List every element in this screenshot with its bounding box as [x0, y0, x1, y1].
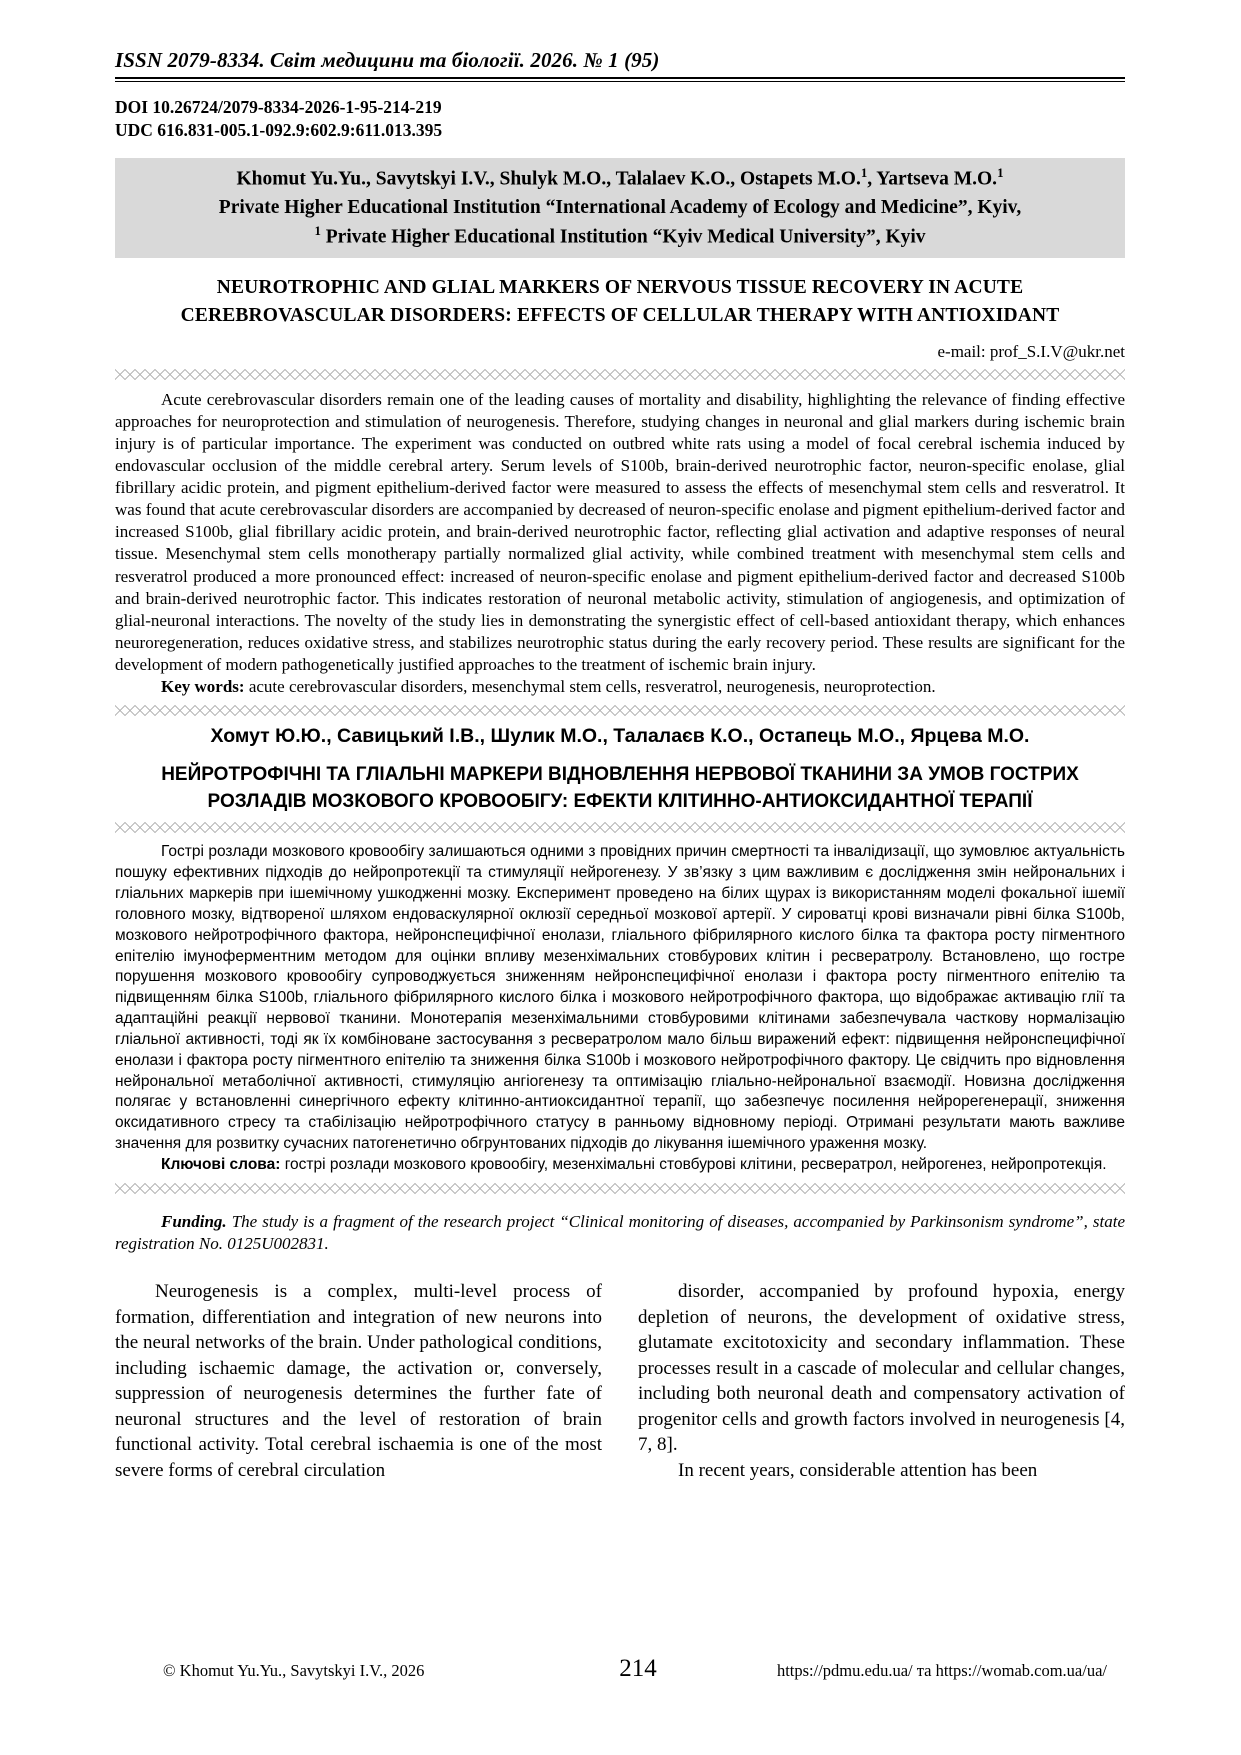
keywords-ua	[115, 1155, 1125, 1176]
funding-note	[115, 1211, 1125, 1255]
footer-links[interactable]: https://pdmu.edu.ua/ та https://womab.com.ua/ua/	[776, 1661, 1107, 1680]
abstract-ua	[115, 842, 1125, 1176]
author-names-ua: Хомут Ю.Ю., Савицький І.В., Шулик М.О., Талалаєв К.О., Остапець М.О., Ярцева М.О.	[210, 725, 1030, 748]
body-paragraph-right-2: In recent years, considerable attention has been	[678, 1459, 1038, 1481]
keywords-ua-list: гострі розлади мозкового кровообігу, мезенхімальні стовбурові клітини, ресвератрол, нейрогенез, нейропротекція.	[280, 1155, 1107, 1173]
keywords-en	[115, 676, 1125, 698]
page-footer	[115, 1655, 1125, 1683]
running-head: ISSN 2079-8334. Світ медицини та біології. 2026. № 1 (95)	[115, 48, 660, 72]
zigzag-separator-top	[115, 369, 1125, 380]
article-title-en: NEUROTROPHIC AND GLIAL MARKERS OF NERVOUS TISSUE RECOVERY IN ACUTE CEREBROVASCULAR DISORDERS: EFFECTS OF CELLULAR THERAPY WITH ANTIOXIDANT	[180, 277, 1060, 327]
author-affiliation-marker-2: 1	[997, 166, 1004, 181]
body-column-right	[638, 1279, 1125, 1483]
author-names-tail: , Yartseva M.O.	[867, 168, 998, 190]
keywords-en-list: acute cerebrovascular disorders, mesenchymal stem cells, resveratrol, neurogenesis, neuroprotection.	[244, 677, 936, 697]
zigzag-separator-middle	[115, 705, 1125, 716]
funding-paragraph	[115, 1211, 1125, 1255]
body-two-columns	[115, 1279, 1125, 1483]
article-page	[115, 48, 1125, 1483]
funding-label: Funding.	[161, 1211, 227, 1231]
author-names: Khomut Yu.Yu., Savytskyi I.V., Shulyk M.O., Talalaev K.O., Ostapets M.O.	[236, 168, 861, 190]
author-affiliation-band	[115, 158, 1125, 258]
corresponding-email: e-mail: prof_S.I.V@ukr.net	[937, 341, 1125, 361]
footer-page-number: 214	[619, 1655, 657, 1682]
identifiers-block	[115, 96, 1125, 142]
body-paragraph-right-1: disorder, accompanied by profound hypoxia, energy depletion of neurons, the development of oxidative stress, glutamate excitotoxicity and secondary inflammation. These processes result in a cascade of molecular and cellular changes, including both neuronal death and compensatory activation of progenitor cells and growth factors involved in neurogenesis [4, 7, 8].	[638, 1280, 1125, 1456]
article-title-ua: НЕЙРОТРОФІЧНІ ТА ГЛІАЛЬНІ МАРКЕРИ ВІДНОВЛЕННЯ НЕРВОВОЇ ТКАНИНИ ЗА УМОВ ГОСТРИХ РОЗЛАДІВ МОЗКОВОГО КРОВООБІГУ: ЕФЕКТИ КЛІТИННО-АНТИОКСИДАНТНОЇ ТЕРАПІЇ	[161, 764, 1079, 812]
funding-text: The study is a fragment of the research project “Clinical monitoring of diseases, accompanied by Parkinsonism syndrome”, state registration No. 0125U002831.	[115, 1211, 1125, 1253]
keywords-en-label: Key words:	[161, 677, 245, 697]
zigzag-separator-bottom	[115, 1183, 1125, 1194]
body-column-left	[115, 1279, 602, 1483]
affiliation-secondary	[123, 222, 1117, 252]
affiliation-primary: Private Higher Educational Institution “International Academy of Ecology and Medicine”, Kyiv,	[218, 196, 1022, 218]
udc-line: UDC 616.831-005.1-092.9:602.9:611.013.395	[115, 120, 443, 141]
footer-copyright: © Khomut Yu.Yu., Savytskyi I.V., 2026	[163, 1661, 425, 1680]
abstract-en-text: Acute cerebrovascular disorders remain one of the leading causes of mortality and disability, highlighting the relevance of finding effective approaches for neuroprotection and stimulation of neurogenesis. Therefore, studying changes in neuronal and glial markers during ischemic brain injury is of particular importance. The experiment was conducted on outbred white rats using a model of focal cerebral ischemia induced by endovascular occlusion of the middle cerebral artery. Serum levels of S100b, brain-derived neurotrophic factor, neuron-specific enolase, glial fibrillary acidic protein, and pigment epithelium-derived factor were measured to assess the effects of mesenchymal stem cells and resveratrol. It was found that acute cerebrovascular disorders are accompanied by decreased of neuron-specific enolase and pigment epithelium-derived factor and increased S100b, glial fibrillary acidic protein, and brain-derived neurotrophic factor, reflecting glial activation and adaptive responses of neural tissue. Mesenchymal stem cells monotherapy partially normalized glial activity, while combined treatment with mesenchymal stem cells and resveratrol produced a more pronounced effect: increased of neuron-specific enolase and pigment epithelium-derived factor and decreased S100b and brain-derived neurotrophic factor. This indicates restoration of neuronal metabolic activity, stimulation of angiogenesis, and optimization of glial-neuronal interactions. The novelty of the study lies in demonstrating the synergistic effect of cell-based antioxidant therapy, which enhances neuroregeneration, reduces oxidative stress, and stabilizes neurotrophic status during the early recovery period. These results are significant for the development of modern pathogenetically justified approaches to the treatment of ischemic brain injury.	[115, 389, 1125, 674]
affiliation-marker: 1	[314, 223, 321, 238]
body-paragraph-left: Neurogenesis is a complex, multi-level process of formation, differentiation and integration of new neurons into the neural networks of the brain. Under pathological conditions, including ischaemic damage, the activation or, conversely, suppression of neurogenesis determines the further fate of neuronal structures and the level of restoration of brain functional activity. Total cerebral ischaemia is one of the most severe forms of cerebral circulation	[115, 1280, 602, 1481]
doi-line: DOI 10.26724/2079-8334-2026-1-95-214-219	[115, 97, 442, 117]
abstract-en	[115, 389, 1125, 698]
keywords-ua-label: Ключові слова:	[161, 1155, 281, 1173]
affiliation-secondary-text: Private Higher Educational Institution “Kyiv Medical University”, Kyiv	[320, 226, 926, 248]
header-rule	[115, 77, 1125, 82]
zigzag-separator-ua-top	[115, 822, 1125, 833]
abstract-ua-text: Гострі розлади мозкового кровообігу залишаються одними з провідних причин смертності та інвалідизації, що зумовлює актуальність пошуку ефективних підходів до нейропротекції та стимуляції нейрогенезу. У зв’язку з цим важливим є дослідження змін нейрональних і гліальних маркерів при ішемічному ушкодженні мозку. Експеримент проведено на білих щурах із використанням моделі фокальної ішемії головного мозку, відтвореної шляхом ендоваскулярної оклюзії середньої мозкової артерії. У сироватці крові визначали рівні білка S100b, мозкового нейротрофічного фактора, нейронспецифічної енолази, гліального фібрилярного кислого білка та фактора росту пігментного епітелію імуноферментним методом для оцінки впливу мезенхімальних стовбурових клітин і ресвератролу. Встановлено, що гостре порушення мозкового кровообігу супроводжується зниженням нейронспецифічної енолази і фактора росту пігментного епітелію та підвищенням білка S100b, гліального фібрилярного кислого білка і мозкового нейротрофічного фактора, що відображає активацію глії та адаптаційні реакції нервової тканини. Монотерапія мезенхімальними стовбуровими клітинами забезпечувала часткову нормалізацію гліальної активності, тоді як їх комбіноване застосування з ресвератролом мало більш виражений ефект: підвищення нейронспецифічної енолази і фактора росту пігментного епітелію та зниження білка S100b і мозкового нейротрофічного фактору. Це свідчить про відновлення нейрональної метаболічної активності, стимуляцію ангіогенезу та оптимізацію гліально-нейрональної взаємодії. Новизна дослідження полягає у встановленні синергічного ефекту клітинно-антиоксидантної терапії, що забезпечує посилення нейрорегенерації, зниження оксидативного стресу та стабілізацію нейротрофічного статусу в ранньому відновному періоді. Отримані результати мають важливе значення для розвитку сучасних патогенетично обгрунтованих підходів до лікування ішемічного ураження мозку.	[115, 843, 1125, 1153]
author-affiliation-marker-1: 1	[860, 166, 868, 181]
author-names-line	[123, 164, 1117, 194]
